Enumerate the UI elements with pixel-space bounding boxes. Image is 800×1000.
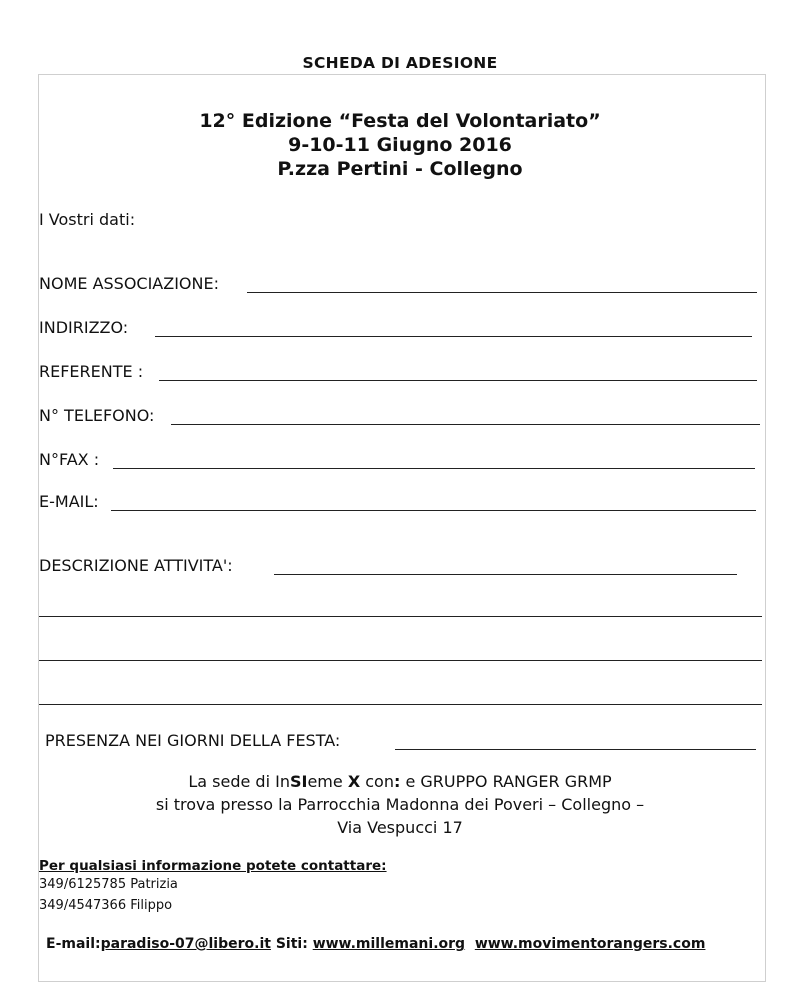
contact-phone-patrizia: 349/6125785 Patrizia [39,877,178,892]
sede-line-3: Via Vespucci 17 [337,818,463,837]
site-link-millemani[interactable]: www.millemani.org [312,936,466,952]
indirizzo-field[interactable] [155,336,752,337]
referente-field[interactable] [159,380,757,381]
fax-label: N°FAX : [39,450,100,469]
event-location: P.zza Pertini - Collegno [277,158,523,180]
email-field[interactable] [111,510,756,511]
event-dates: 9-10-11 Giugno 2016 [288,134,512,156]
footer-contacts: E-mail:paradiso-07@libero.it Siti: www.millemani.org www.movimentorangers.com [46,936,706,952]
nome-associazione-label: NOME ASSOCIAZIONE: [39,274,219,293]
fax-field[interactable] [113,468,755,469]
telefono-field[interactable] [171,424,760,425]
email-label: E-MAIL: [39,492,99,511]
telefono-label: N° TELEFONO: [39,406,155,425]
nome-associazione-field[interactable] [247,292,757,293]
referente-label: REFERENTE : [39,362,144,381]
indirizzo-label: INDIRIZZO: [39,318,129,337]
email-link[interactable]: paradiso-07@libero.it [100,936,271,952]
sede-line-1: La sede di InSIeme X con: e GRUPPO RANGER GRMP [188,772,612,791]
site-link-movimentorangers[interactable]: www.movimentorangers.com [474,936,706,952]
descrizione-line-3[interactable] [39,704,762,705]
descrizione-attivita-label: DESCRIZIONE ATTIVITA': [39,556,233,575]
descrizione-line-1[interactable] [39,616,762,617]
contact-phone-filippo: 349/4547366 Filippo [39,898,173,913]
contacts-title: Per qualsiasi informazione potete contattare: [39,858,387,874]
page-heading: SCHEDA DI ADESIONE [302,54,498,72]
intro-label: I Vostri dati: [39,210,136,229]
sede-line-2: si trova presso la Parrocchia Madonna dei Poveri – Collegno – [155,795,645,814]
form-frame [38,74,766,982]
presenza-field[interactable] [395,749,756,750]
descrizione-line-2[interactable] [39,660,762,661]
descrizione-attivita-field[interactable] [274,574,737,575]
presenza-label: PRESENZA NEI GIORNI DELLA FESTA: [45,731,341,750]
event-title: 12° Edizione “Festa del Volontariato” [199,110,601,132]
